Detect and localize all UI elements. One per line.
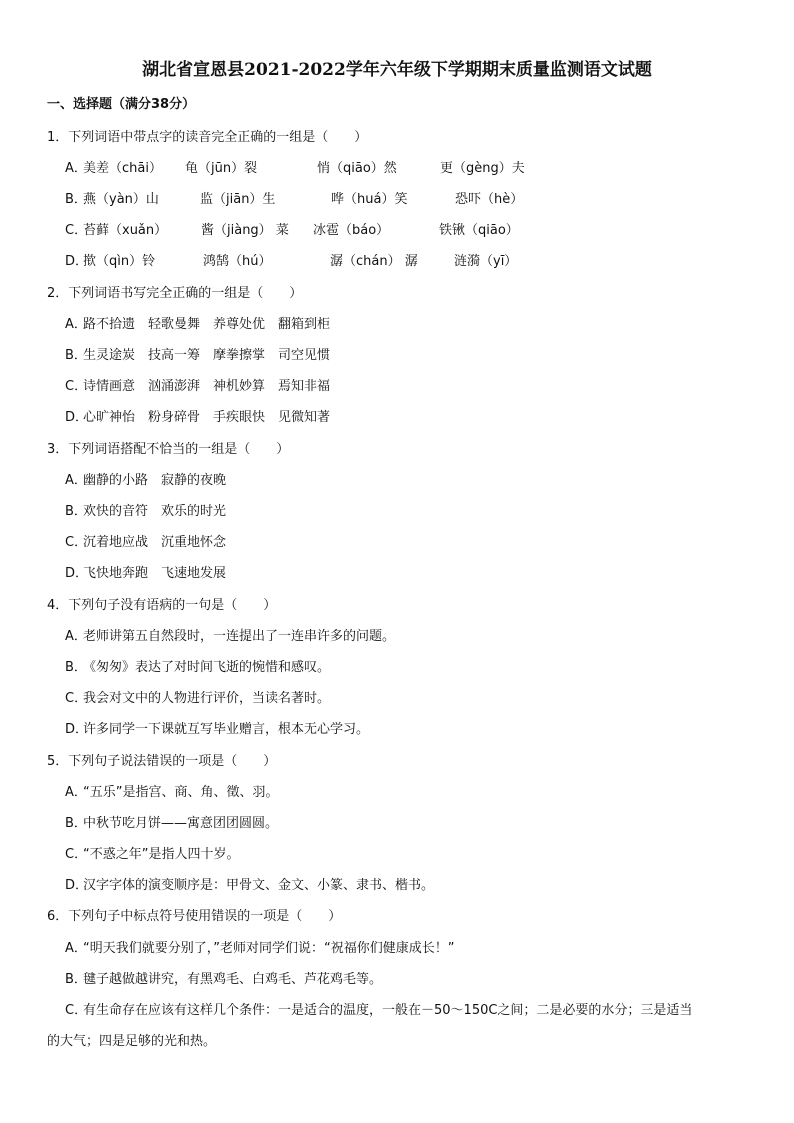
option-label: C． (65, 379, 88, 394)
option-text: 诗情画意 汹涌澎湃 神机妙算 焉知非福 (83, 379, 331, 394)
question-3-option-b (65, 503, 226, 521)
question-2-option-d (65, 409, 330, 427)
option-item: 潺（chán） 潺 (330, 254, 418, 269)
question-4-option-b (65, 659, 330, 677)
question-5-option-a (65, 784, 278, 802)
option-label: D． (65, 254, 89, 269)
option-item: 苔藓（xuǎn） (83, 223, 168, 238)
option-text: 飞快地奔跑 飞速地发展 (83, 566, 227, 581)
option-label: C． (65, 847, 88, 862)
option-label: B． (65, 816, 87, 831)
question-5-stem: 5．下列句子说法错误的一项是（ ） (47, 754, 277, 769)
option-item: 燕（yàn）山 (83, 192, 159, 207)
question-4-option-a (65, 628, 395, 646)
question-6-option-b (65, 971, 382, 989)
option-text: 中秋节吃月饼——寓意团团圆圆。 (83, 816, 279, 831)
option-text: 心旷神怡 粉身碎骨 手疾眼快 见微知著 (83, 410, 331, 425)
option-label: C． (65, 535, 88, 550)
option-item: 悄（qiāo）然 (317, 161, 397, 176)
option-text: 毽子越做越讲究，有黑鸡毛、白鸡毛、芦花鸡毛等。 (83, 972, 383, 987)
option-text: 欢快的音符 欢乐的时光 (83, 504, 227, 519)
option-text: 的大气；四是足够的光和热。 (47, 1034, 217, 1049)
question-5-option-d (65, 877, 434, 895)
option-text: 老师讲第五自然段时，一连提出了一连串许多的问题。 (83, 629, 396, 644)
question-4-option-d (65, 721, 369, 739)
question-1-option-a (65, 160, 525, 178)
option-item: 龟（jūn）裂 (185, 161, 258, 176)
option-item: 冰雹（báo） (313, 223, 390, 238)
question-1-option-d (65, 253, 517, 271)
question-4-option-c (65, 690, 330, 708)
option-label: D． (65, 410, 89, 425)
option-text: 许多同学一下课就互写毕业赠言，根本无心学习。 (83, 722, 370, 737)
question-3-option-c (65, 534, 226, 552)
option-text: “不惑之年”是指人四十岁。 (83, 847, 240, 862)
option-item: 哗（huá）笑 (331, 192, 408, 207)
option-label: D． (65, 566, 89, 581)
question-1-stem: 1．下列词语中带点字的读音完全正确的一组是（ ） (47, 130, 368, 145)
option-item: 恐吓（hè） (455, 192, 524, 207)
option-label: B． (65, 504, 87, 519)
option-text: 有生命存在应该有这样几个条件：一是适合的温度，一般在－50～150C之间；二是必要的水分；三是适当 (83, 1003, 693, 1018)
question-3-option-d (65, 565, 226, 583)
option-item: 揿（qìn）铃 (83, 254, 156, 269)
option-text: 《匆匆》表达了对时间飞逝的惋惜和感叹。 (83, 660, 331, 675)
option-item: 涟漪（yī） (454, 254, 518, 269)
question-2-option-c (65, 378, 330, 396)
option-item: 美差（chāi） (83, 161, 162, 176)
question-6-stem: 6．下列句子中标点符号使用错误的一项是（ ） (47, 909, 342, 924)
option-item: 铁锹（qiāo） (439, 223, 519, 238)
question-6-option-c-continued (47, 1033, 216, 1051)
option-item: 更（gèng）夫 (440, 161, 525, 176)
option-text: 我会对文中的人物进行评价，当读名著时。 (83, 691, 331, 706)
option-text: 生灵途炭 技高一筹 摩拳擦掌 司空见惯 (83, 348, 331, 363)
question-5-option-b (65, 815, 278, 833)
option-label: C． (65, 223, 88, 238)
option-label: A． (65, 629, 87, 644)
question-1-option-b (65, 191, 523, 209)
question-2-option-b (65, 347, 330, 365)
question-6-option-c (65, 1002, 692, 1020)
question-4-stem: 4．下列句子没有语病的一句是（ ） (47, 598, 277, 613)
option-text: “五乐”是指宫、商、角、徵、羽。 (83, 785, 279, 800)
page-title: 湖北省宣恩县2021-2022学年六年级下学期期末质量监测语文试题 (142, 60, 652, 80)
option-text: 汉字字体的演变顺序是：甲骨文、金文、小篆、隶书、楷书。 (83, 878, 435, 893)
option-label: B． (65, 660, 87, 675)
option-text: 幽静的小路 寂静的夜晚 (83, 473, 227, 488)
option-label: A． (65, 473, 87, 488)
section-heading: 一、选择题（满分38分） (47, 97, 196, 112)
option-label: C． (65, 691, 88, 706)
question-2-stem: 2．下列词语书写完全正确的一组是（ ） (47, 286, 303, 301)
option-label: A． (65, 941, 87, 956)
option-label: B． (65, 972, 87, 987)
option-item: 监（jiān）生 (200, 192, 276, 207)
option-text: “明天我们就要分别了，”老师对同学们说：“祝福你们健康成长！” (83, 941, 455, 956)
option-label: A． (65, 161, 87, 176)
question-5-option-c (65, 846, 239, 864)
option-text: 路不拾遗 轻歌曼舞 养尊处优 翻箱到柜 (83, 317, 331, 332)
option-item: 酱（jiàng） 菜 (201, 223, 289, 238)
option-text: 沉着地应战 沉重地怀念 (83, 535, 227, 550)
option-label: A． (65, 785, 87, 800)
option-label: C． (65, 1003, 88, 1018)
option-label: D． (65, 722, 89, 737)
question-1-option-c (65, 222, 519, 240)
question-2-option-a (65, 316, 330, 334)
question-6-option-a (65, 940, 454, 958)
option-label: B． (65, 192, 87, 207)
option-item: 鸿鹄（hú） (203, 254, 272, 269)
option-label: B． (65, 348, 87, 363)
question-3-stem: 3．下列词语搭配不恰当的一组是（ ） (47, 442, 290, 457)
question-3-option-a (65, 472, 226, 490)
option-label: D． (65, 878, 89, 893)
option-label: A． (65, 317, 87, 332)
